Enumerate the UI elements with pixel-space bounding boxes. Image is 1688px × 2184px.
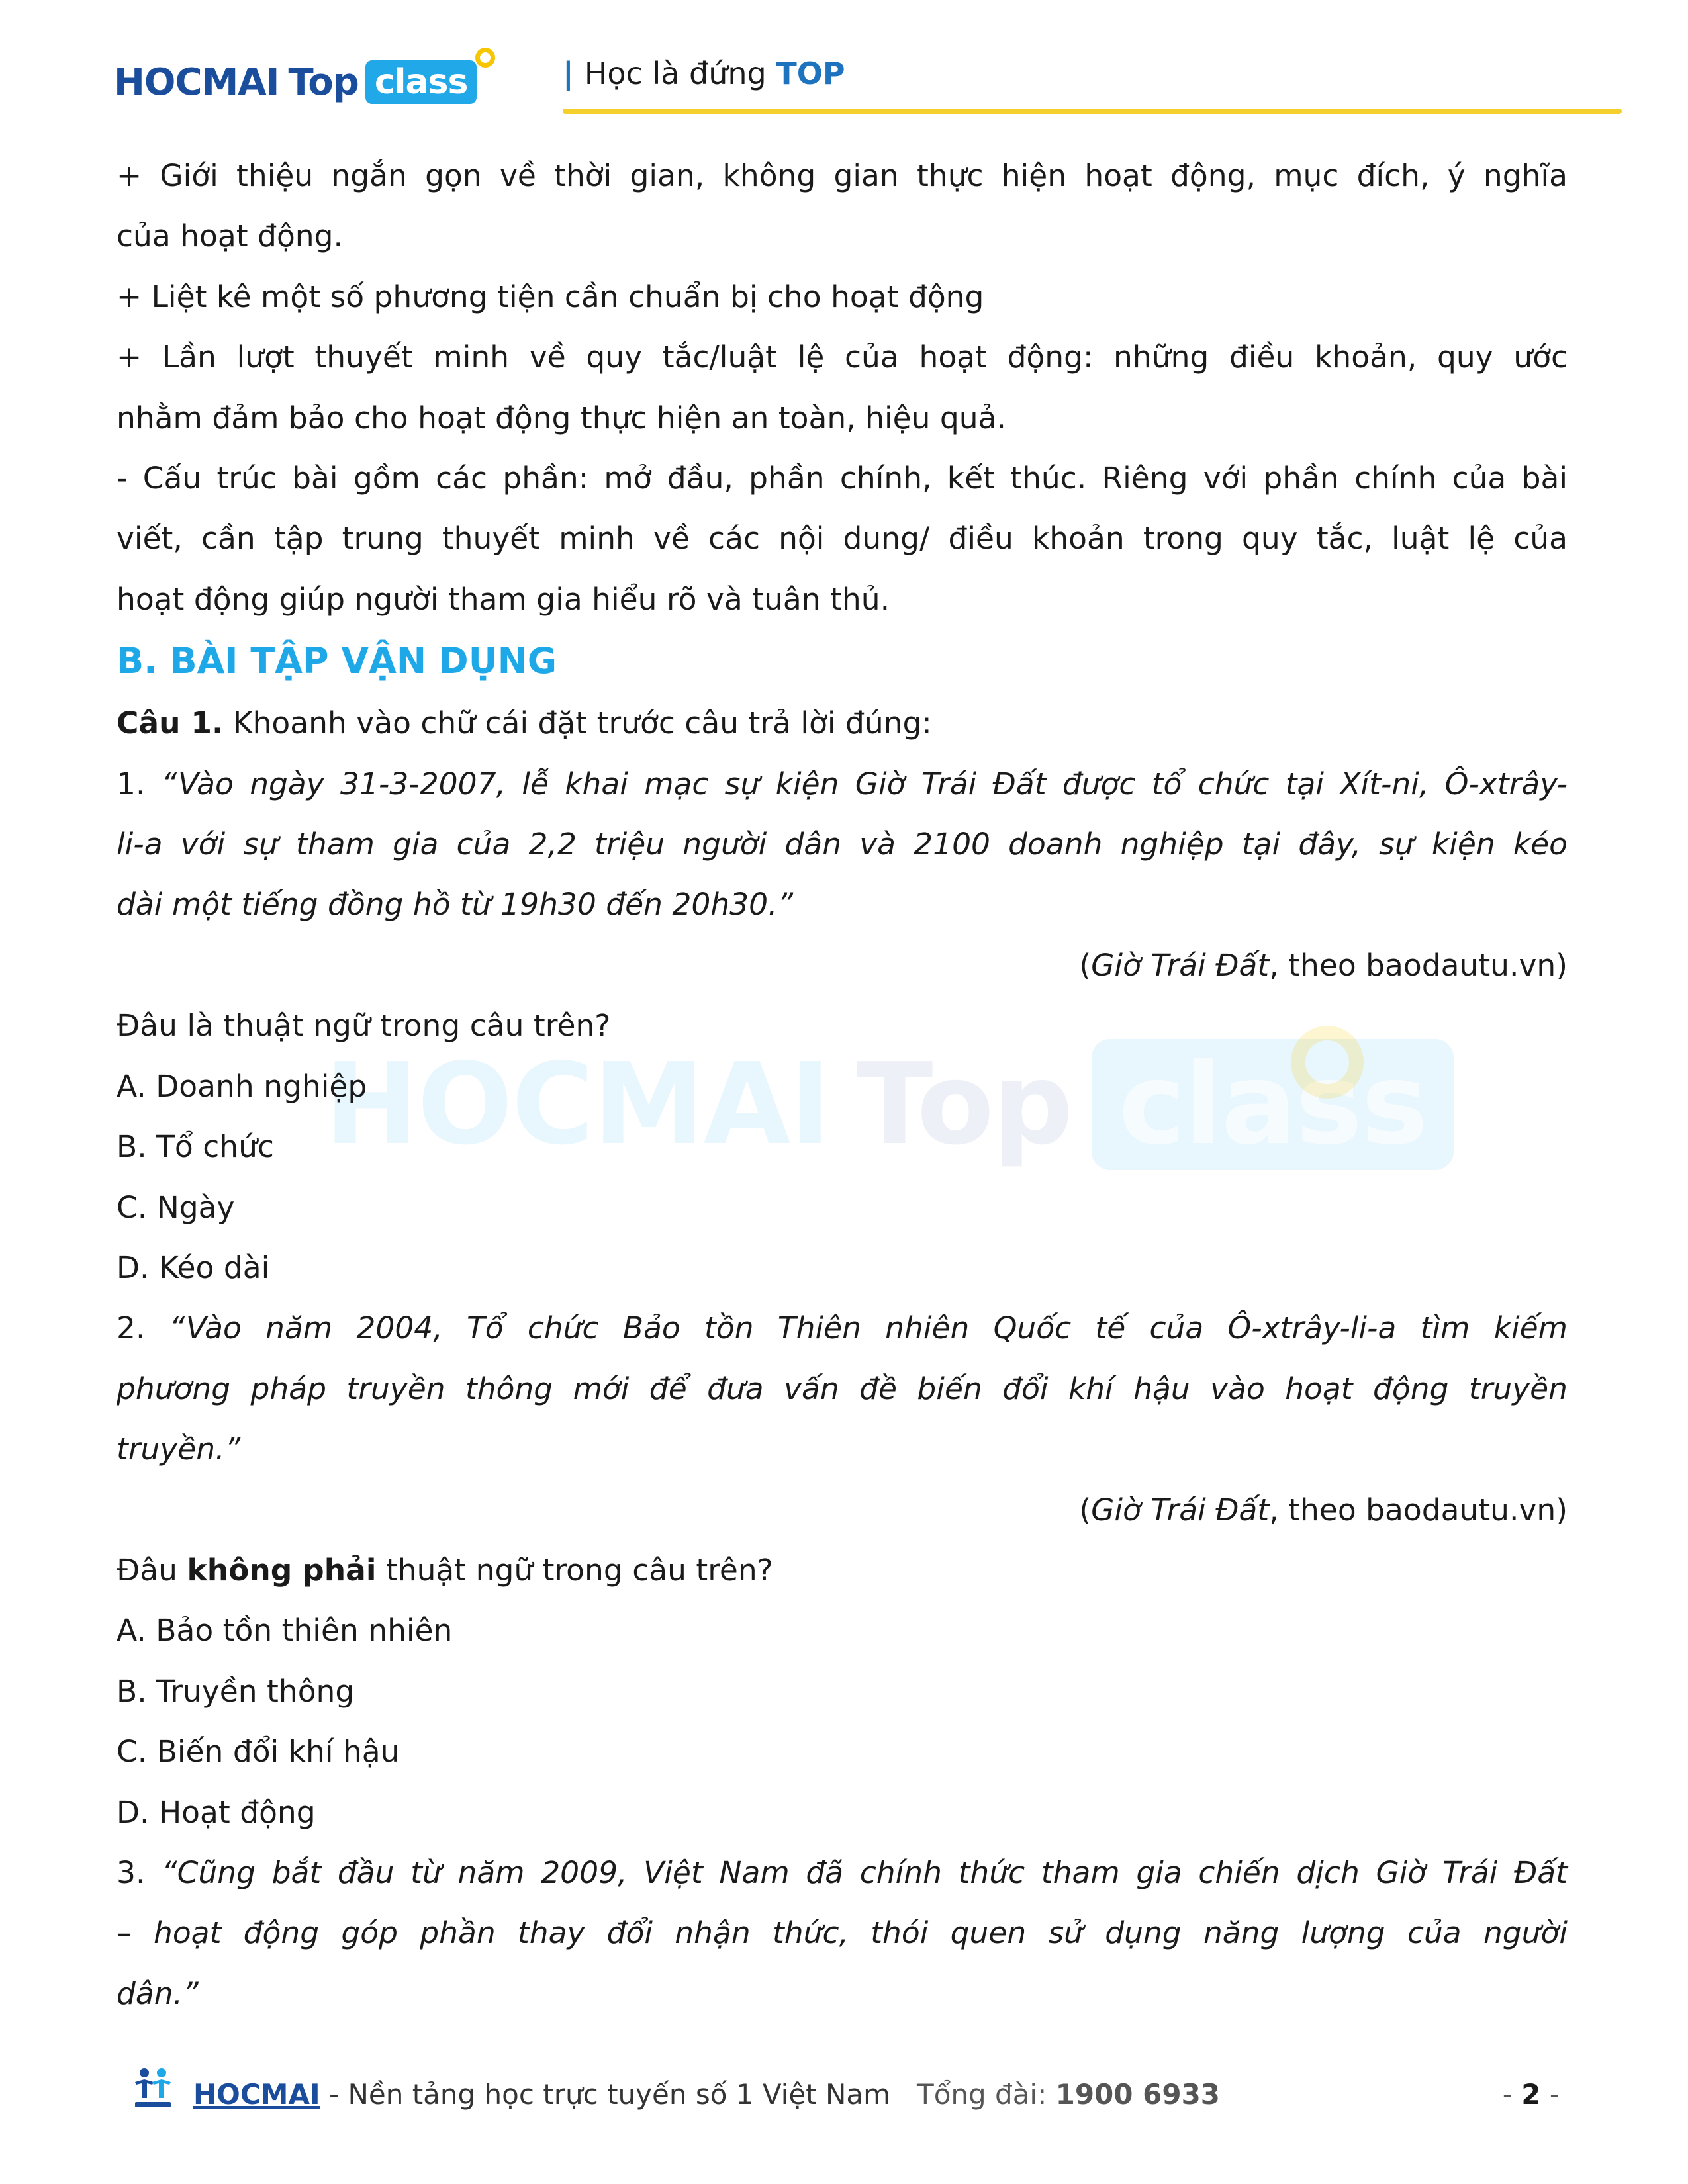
quote-text: phương pháp truyền thông mới để đưa vấn đề biến đổi khí hậu vào hoạt động truyền (117, 1371, 1568, 1406)
intro-line: + Lần lượt thuyết minh về quy tắc/luật lệ của hoạt động: những điều khoản, quy ước (117, 340, 1568, 375)
item-1-quote-line (117, 754, 1568, 814)
header-divider (563, 109, 1622, 114)
intro-line: - Cấu trúc bài gồm các phần: mở đầu, phần chính, kết thúc. Riêng với phần chính của bài (117, 461, 1568, 496)
option-a: A. Doanh nghiệp (117, 1068, 367, 1104)
sun-icon (475, 48, 495, 68)
page-number-post: - (1540, 2078, 1560, 2111)
item-1-quote-line (117, 874, 1568, 934)
option-a: A. Bảo tồn thiên nhiên (117, 1613, 453, 1649)
question-1-heading (117, 693, 1568, 753)
page-footer (130, 2071, 1560, 2118)
hotline-number: 1900 6933 (1055, 2078, 1221, 2111)
item-2-source (117, 1480, 1568, 1540)
quote-text: dài một tiếng đồng hồ từ 19h30 đến 20h30.” (117, 887, 794, 923)
quote-text: “Cũng bắt đầu từ năm 2009, Việt Nam đã chính thức tham gia chiến dịch Giờ Trái Đất (162, 1854, 1568, 1890)
item-2-question (117, 1540, 1568, 1600)
logo-class-badge: class (365, 60, 477, 104)
question-label: Câu 1. (117, 705, 224, 741)
intro-line: viết, cần tập trung thuyết minh về các nội dung/ điều khoản trong quy tắc, luật lệ của (117, 521, 1568, 557)
tagline-text: Học là đứng (584, 56, 767, 91)
quote-text: truyền.” (117, 1432, 241, 1467)
option-c: C. Ngày (117, 1189, 235, 1225)
tagline-top-word: TOP (776, 56, 845, 91)
quote-text: – hoạt động góp phần thay đổi nhận thức, thói quen sử dụng năng lượng của người (117, 1915, 1568, 1951)
item-1-question: Đâu là thuật ngữ trong câu trên? (117, 1008, 611, 1044)
document-body (117, 146, 1568, 2024)
item-3-quote-line (117, 1903, 1568, 1963)
intro-line: hoạt động giúp người tham gia hiểu rõ và tuân thủ. (117, 581, 890, 617)
page-number (1503, 2078, 1560, 2111)
item-3-quote-line (117, 1964, 1568, 2024)
item-3-quote-line (117, 1843, 1568, 1903)
item-2-quote-line (117, 1359, 1568, 1419)
option-d: D. Hoạt động (117, 1794, 316, 1830)
quote-text: li-a với sự tham gia của 2,2 triệu người dân và 2100 doanh nghiệp tại đây, sự kiện kéo (117, 827, 1568, 862)
hotline-label: Tổng đài: (917, 2078, 1056, 2111)
section-heading: B. BÀI TẬP VẬN DỤNG (117, 640, 557, 682)
intro-line: nhằm đảm bảo cho hoạt động thực hiện an toàn, hiệu quả. (117, 400, 1006, 435)
watermark-hocmai: HOCMAI (324, 1039, 830, 1170)
option-b: B. Tổ chức (117, 1129, 274, 1165)
footer-text (193, 2078, 1220, 2111)
item-number: 1. (117, 766, 162, 801)
logo-hocmai-text: HOCMAI (114, 61, 279, 104)
logo-top-text: Top (288, 61, 359, 104)
header-tagline (563, 56, 845, 91)
option-c: C. Biến đổi khí hậu (117, 1734, 400, 1770)
question-prompt: Khoanh vào chữ cái đặt trước câu trả lời đúng: (223, 705, 932, 741)
page-number-value: 2 (1521, 2078, 1541, 2111)
hocmai-topclass-logo (114, 61, 477, 105)
quote-text: “Vào ngày 31-3-2007, lễ khai mạc sự kiện Giờ Trái Đất được tổ chức tại Xít-ni, Ô-xtrây- (161, 766, 1568, 801)
quote-text: dân.” (117, 1976, 199, 2011)
item-number: 3. (117, 1854, 162, 1890)
source-title: Giờ Trái Đất (1091, 947, 1270, 983)
item-2-quote-line (117, 1298, 1568, 1358)
watermark-top: Top (856, 1039, 1072, 1170)
intro-line: + Giới thiệu ngắn gọn về thời gian, không gian thực hiện hoạt động, mục đích, ý nghĩa (117, 158, 1568, 193)
intro-line: của hoạt động. (117, 218, 343, 254)
source-paren: ( (1079, 947, 1092, 983)
item-1-source (117, 935, 1568, 995)
watermark-class: class (1092, 1039, 1453, 1170)
footer-brand-link[interactable]: HOCMAI (193, 2078, 320, 2111)
source-rest: , theo baodautu.vn) (1269, 947, 1568, 983)
item-1-quote-line (117, 814, 1568, 874)
question-emphasis: không phải (187, 1552, 377, 1588)
option-d: D. Kéo dài (117, 1250, 270, 1285)
tagline-separator: | (563, 56, 574, 91)
page-header (114, 40, 1517, 119)
question-post: thuật ngữ trong câu trên? (376, 1552, 773, 1588)
source-rest: , theo baodautu.vn) (1269, 1492, 1568, 1527)
item-number: 2. (117, 1310, 169, 1346)
source-paren: ( (1079, 1492, 1092, 1527)
item-2-quote-line (117, 1419, 1568, 1479)
source-title: Giờ Trái Đất (1091, 1492, 1270, 1527)
intro-line: + Liệt kê một số phương tiện cần chuẩn bị cho hoạt động (117, 279, 984, 314)
hocmai-kids-logo-icon (130, 2065, 176, 2111)
footer-tagline: - Nền tảng học trực tuyến số 1 Việt Nam (320, 2078, 891, 2111)
option-b: B. Truyền thông (117, 1673, 355, 1709)
page-number-pre: - (1502, 2078, 1522, 2111)
quote-text: “Vào năm 2004, Tổ chức Bảo tồn Thiên nhiên Quốc tế của Ô-xtrây-li-a tìm kiếm (169, 1310, 1568, 1346)
question-pre: Đâu (117, 1552, 187, 1588)
